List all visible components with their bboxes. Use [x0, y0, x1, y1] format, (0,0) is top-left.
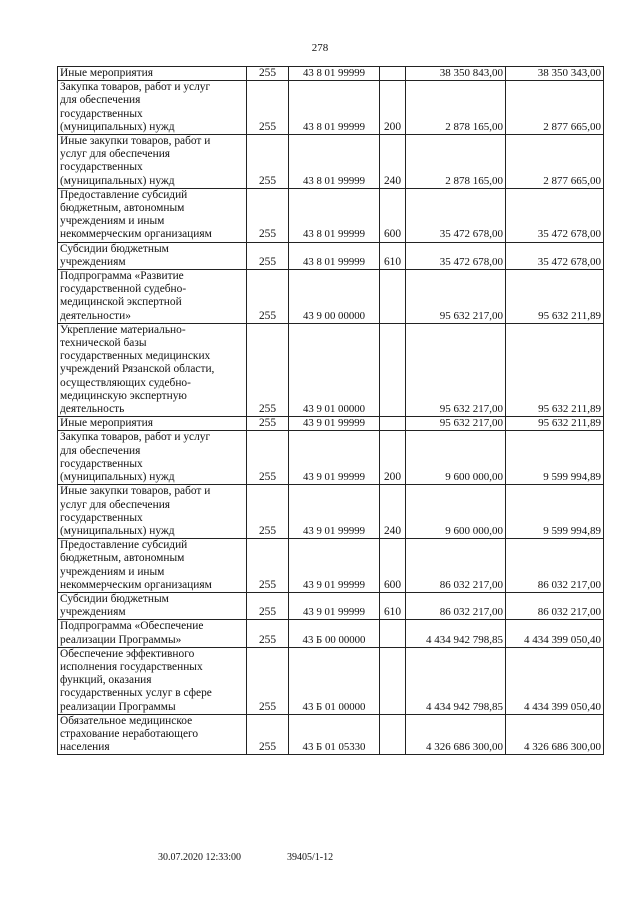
row-expense-type — [380, 270, 406, 324]
row-expense-type: 200 — [380, 81, 406, 135]
row-amount-1: 86 032 217,00 — [406, 539, 506, 593]
table-row — [58, 417, 604, 431]
row-amount-2: 86 032 217,00 — [506, 592, 604, 619]
row-target-article: 43 9 01 00000 — [289, 323, 380, 416]
row-target-article: 43 8 01 99999 — [289, 67, 380, 81]
row-code: 255 — [247, 714, 289, 755]
row-amount-2: 35 472 678,00 — [506, 242, 604, 269]
row-amount-1: 95 632 217,00 — [406, 270, 506, 324]
row-code: 255 — [247, 323, 289, 416]
row-name: Иные закупки товаров, работ и услуг для обеспечения государственных (муниципальных) нужд — [58, 485, 247, 539]
row-amount-1: 86 032 217,00 — [406, 592, 506, 619]
row-target-article: 43 8 01 99999 — [289, 188, 380, 242]
row-amount-2: 2 877 665,00 — [506, 135, 604, 189]
row-amount-2: 38 350 343,00 — [506, 67, 604, 81]
row-amount-1: 2 878 165,00 — [406, 135, 506, 189]
row-target-article: 43 8 01 99999 — [289, 242, 380, 269]
row-name: Субсидии бюджетным учреждениям — [58, 592, 247, 619]
row-target-article: 43 9 01 99999 — [289, 592, 380, 619]
row-name: Предоставление субсидий бюджетным, автономным учреждениям и иным некоммерческим организациям — [58, 539, 247, 593]
row-code: 255 — [247, 620, 289, 647]
row-amount-1: 35 472 678,00 — [406, 188, 506, 242]
row-target-article: 43 8 01 99999 — [289, 135, 380, 189]
row-expense-type: 200 — [380, 431, 406, 485]
row-code: 255 — [247, 647, 289, 714]
row-name: Обязательное медицинское страхование неработающего населения — [58, 714, 247, 755]
row-expense-type: 600 — [380, 539, 406, 593]
row-code: 255 — [247, 135, 289, 189]
row-code: 255 — [247, 485, 289, 539]
row-target-article: 43 8 01 99999 — [289, 81, 380, 135]
row-target-article: 43 9 01 99999 — [289, 431, 380, 485]
table-row — [58, 323, 604, 416]
table-row — [58, 270, 604, 324]
row-amount-2: 35 472 678,00 — [506, 188, 604, 242]
row-amount-2: 4 326 686 300,00 — [506, 714, 604, 755]
row-name: Закупка товаров, работ и услуг для обеспечения государственных (муниципальных) нужд — [58, 431, 247, 485]
row-target-article: 43 9 00 00000 — [289, 270, 380, 324]
row-target-article: 43 9 01 99999 — [289, 485, 380, 539]
row-code: 255 — [247, 417, 289, 431]
row-amount-2: 9 599 994,89 — [506, 431, 604, 485]
row-name: Иные мероприятия — [58, 67, 247, 81]
document-code: 39405/1-12 — [287, 852, 334, 863]
row-amount-1: 95 632 217,00 — [406, 323, 506, 416]
row-code: 255 — [247, 188, 289, 242]
row-expense-type: 240 — [380, 135, 406, 189]
table-row — [58, 188, 604, 242]
table-row — [58, 81, 604, 135]
budget-table-body — [58, 67, 604, 755]
row-code: 255 — [247, 431, 289, 485]
row-code: 255 — [247, 67, 289, 81]
row-amount-1: 95 632 217,00 — [406, 417, 506, 431]
row-expense-type — [380, 620, 406, 647]
row-name: Субсидии бюджетным учреждениям — [58, 242, 247, 269]
row-name: Подпрограмма «Обеспечение реализации Программы» — [58, 620, 247, 647]
row-amount-1: 2 878 165,00 — [406, 81, 506, 135]
row-expense-type: 610 — [380, 592, 406, 619]
row-expense-type — [380, 417, 406, 431]
row-expense-type — [380, 67, 406, 81]
row-expense-type: 240 — [380, 485, 406, 539]
row-target-article: 43 Б 01 00000 — [289, 647, 380, 714]
row-name: Укрепление материально- технической базы государственных медицинских учреждений Рязанской области, осуществляющих судебно- медицинскую экспертную деятельность — [58, 323, 247, 416]
row-name: Предоставление субсидий бюджетным, автономным учреждениям и иным некоммерческим организациям — [58, 188, 247, 242]
row-amount-1: 35 472 678,00 — [406, 242, 506, 269]
row-amount-1: 9 600 000,00 — [406, 431, 506, 485]
row-amount-2: 9 599 994,89 — [506, 485, 604, 539]
row-name: Обеспечение эффективного исполнения государственных функций, оказания государственных услуг в сфере реализации Программы — [58, 647, 247, 714]
row-amount-2: 86 032 217,00 — [506, 539, 604, 593]
row-expense-type — [380, 323, 406, 416]
table-row — [58, 714, 604, 755]
table-row — [58, 431, 604, 485]
table-row — [58, 647, 604, 714]
table-row — [58, 67, 604, 81]
row-expense-type: 610 — [380, 242, 406, 269]
row-expense-type: 600 — [380, 188, 406, 242]
budget-table — [57, 66, 604, 755]
row-amount-1: 4 326 686 300,00 — [406, 714, 506, 755]
print-timestamp: 30.07.2020 12:33:00 — [158, 852, 242, 863]
row-amount-2: 4 434 399 050,40 — [506, 647, 604, 714]
page-number: 278 — [311, 42, 329, 54]
row-code: 255 — [247, 592, 289, 619]
row-expense-type — [380, 714, 406, 755]
table-row — [58, 135, 604, 189]
row-target-article: 43 9 01 99999 — [289, 539, 380, 593]
row-amount-1: 9 600 000,00 — [406, 485, 506, 539]
table-row — [58, 539, 604, 593]
row-name: Подпрограмма «Развитие государственной судебно- медицинской экспертной деятельности» — [58, 270, 247, 324]
row-target-article: 43 Б 00 00000 — [289, 620, 380, 647]
row-target-article: 43 Б 01 05330 — [289, 714, 380, 755]
row-amount-1: 38 350 843,00 — [406, 67, 506, 81]
row-amount-2: 95 632 211,89 — [506, 270, 604, 324]
row-code: 255 — [247, 539, 289, 593]
row-name: Иные мероприятия — [58, 417, 247, 431]
row-amount-1: 4 434 942 798,85 — [406, 620, 506, 647]
table-row — [58, 485, 604, 539]
row-amount-1: 4 434 942 798,85 — [406, 647, 506, 714]
row-code: 255 — [247, 242, 289, 269]
row-code: 255 — [247, 270, 289, 324]
row-name: Иные закупки товаров, работ и услуг для обеспечения государственных (муниципальных) нужд — [58, 135, 247, 189]
row-amount-2: 2 877 665,00 — [506, 81, 604, 135]
table-row — [58, 242, 604, 269]
row-code: 255 — [247, 81, 289, 135]
row-target-article: 43 9 01 99999 — [289, 417, 380, 431]
row-name: Закупка товаров, работ и услуг для обеспечения государственных (муниципальных) нужд — [58, 81, 247, 135]
table-row — [58, 620, 604, 647]
row-amount-2: 4 434 399 050,40 — [506, 620, 604, 647]
table-row — [58, 592, 604, 619]
row-amount-2: 95 632 211,89 — [506, 323, 604, 416]
row-amount-2: 95 632 211,89 — [506, 417, 604, 431]
row-expense-type — [380, 647, 406, 714]
